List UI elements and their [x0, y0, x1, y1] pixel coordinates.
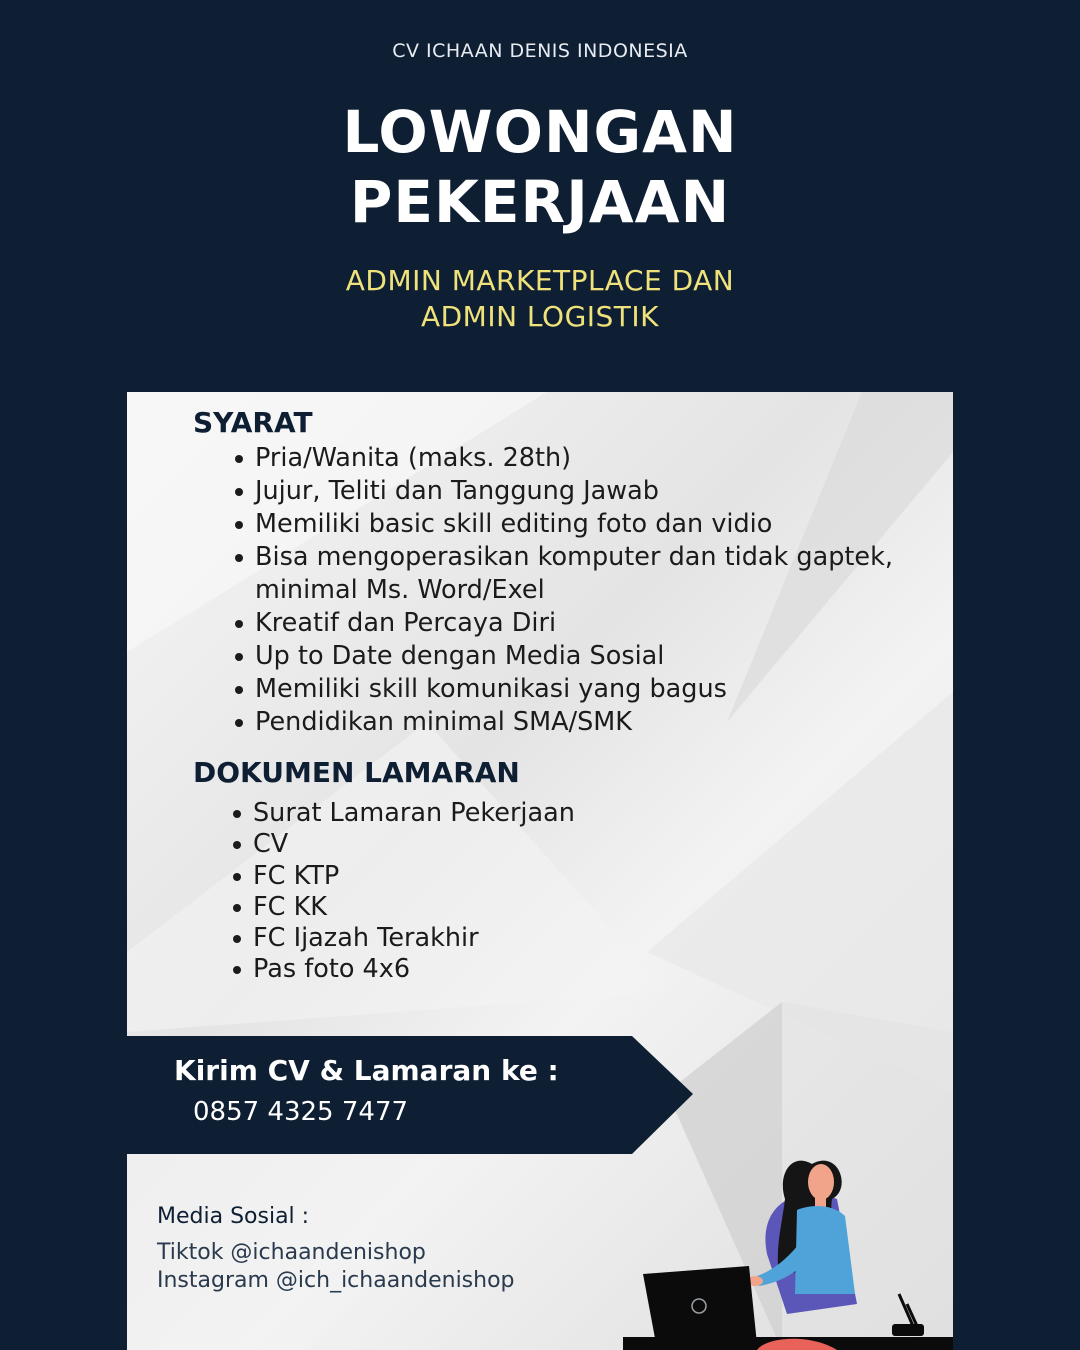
documents-list	[233, 798, 833, 986]
list-item: Kreatif dan Percaya Diri	[235, 607, 935, 640]
instagram-handle: Instagram @ich_ichaandenishop	[157, 1268, 515, 1293]
list-item: Pendidikan minimal SMA/SMK	[235, 706, 935, 739]
list-item: Memiliki basic skill editing foto dan vidio	[235, 508, 935, 541]
contact-phone: 0857 4325 7477	[193, 1097, 409, 1127]
list-item: FC KK	[233, 892, 833, 923]
company-name: CV ICHAAN DENIS INDONESIA	[392, 40, 688, 62]
list-item: FC Ijazah Terakhir	[233, 923, 833, 954]
woman-with-laptop-illustration-icon	[607, 1144, 953, 1350]
page-title-line-2: PEKERJAAN	[349, 168, 731, 236]
contact-heading: Kirim CV & Lamaran ke :	[174, 1054, 559, 1087]
job-position-line-2: ADMIN LOGISTIK	[420, 300, 660, 333]
list-item: Jujur, Teliti dan Tanggung Jawab	[235, 475, 935, 508]
requirements-list	[235, 442, 935, 739]
tiktok-handle: Tiktok @ichaandenishop	[157, 1240, 426, 1265]
requirements-heading: SYARAT	[193, 406, 313, 439]
list-item: Pas foto 4x6	[233, 954, 833, 985]
list-item: CV	[233, 829, 833, 860]
social-media-label: Media Sosial :	[157, 1204, 310, 1229]
job-position-line-1: ADMIN MARKETPLACE DAN	[345, 264, 735, 297]
info-card	[127, 392, 953, 1350]
documents-heading: DOKUMEN LAMARAN	[193, 756, 520, 789]
list-item: Pria/Wanita (maks. 28th)	[235, 442, 935, 475]
list-item: Up to Date dengan Media Sosial	[235, 640, 935, 673]
list-item: Surat Lamaran Pekerjaan	[233, 798, 833, 829]
list-item: Bisa mengoperasikan komputer dan tidak gaptek, minimal Ms. Word/Exel	[235, 541, 935, 607]
list-item: Memiliki skill komunikasi yang bagus	[235, 673, 935, 706]
list-item: FC KTP	[233, 861, 833, 892]
page-title-line-1: LOWONGAN	[342, 98, 738, 166]
